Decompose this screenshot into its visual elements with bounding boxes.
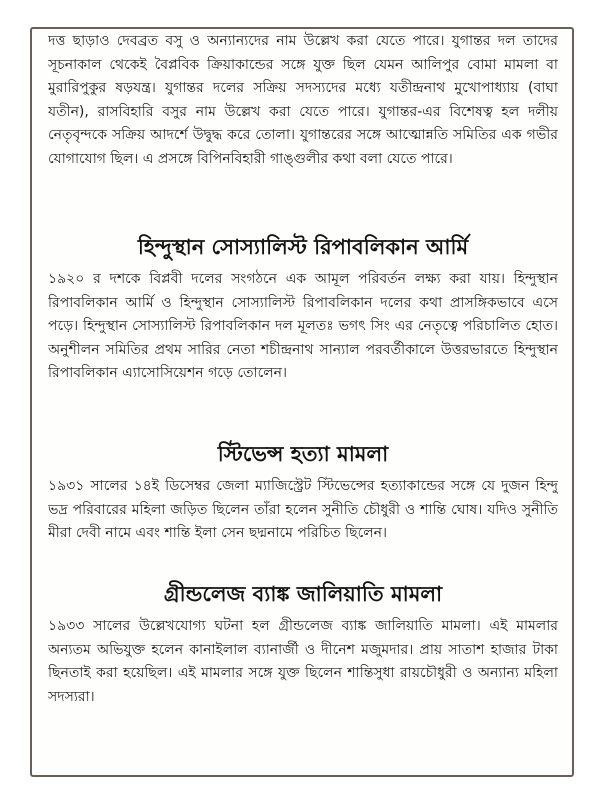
- paragraph-hsra: ১৯২০ র দশকে বিপ্লবী দলের সংগঠনে এক আমূল পরিবর্তন লক্ষ্য করা যায়। হিন্দুস্থান রিপাবলিকান আর্মি ও হিন্দুস্থান সোস্যালিস্ট রিপাবলিকান দলের কথা প্রাসঙ্গিকভাবে এসে পড়ে। হিন্দুস্থান সোস্যালিস্ট রিপাবলিকান দল মূলতঃ ভগৎ সিং এর নেতৃত্বে পরিচালিত হোত। অনুশীলন সমিতির প্রথম সারির নেতা শচীন্দ্রনাথ সান্যাল পরবর্তীকালে উত্তরভারতে হিন্দুস্থান রিপাবলিকান এ্যাসোসিয়েশন গড়ে তোলেন।: [48, 271, 558, 381]
- paragraph-jugantar: দত্ত ছাড়াও দেবব্রত বসু ও অন্যান্যদের নাম উল্লেখ করা যেতে পারে। যুগান্তর দল তাদের সূচনাকাল থেকেই বৈপ্লবিক ক্রিয়াকান্ডের সঙ্গে যুক্ত ছিল যেমন আলিপুর বোমা মামলা বা মুরারিপুকুর ষড়যন্ত্র। যুগান্তর দলের সক্রিয় সদস্যদের মধ্যে যতীন্দ্রনাথ মুখোপাধ্যায় (বাঘা যতীন), রাসবিহারি বসুর নাম উল্লেখ করা যেতে পারে। যুগান্তর-এর বিশেষত্ব হল দলীয় নেতৃবৃন্দকে সক্রিয় আদর্শে উদ্বুদ্ধ করে তোলা। যুগান্তরের সঙ্গে আত্মোন্নতি সমিতির এক গভীর যোগাযোগ ছিল। এ প্রসঙ্গে বিপিনবিহারী গাঙ্গুলীর কথা বলা যেতে পারে।: [48, 33, 558, 167]
- heading-hsra: হিন্দুস্থান সোস্যালিস্ট রিপাবলিকান আর্মি: [137, 235, 469, 259]
- paragraph-stevens-case: ১৯৩১ সালের ১৪ই ডিসেম্বর জেলা ম্যাজিস্ট্রেট স্টিভেন্সের হত্যাকান্ডের সঙ্গে যে দুজন হিন্দু ভদ্র পরিবারের মহিলা জড়িত ছিলেন তাঁরা হলেন সুনীতি চৌধুরী ও শান্তি ঘোষ। যদিও সুনীতি মীরা দেবী নামে এবং শান্তি ইলা সেন ছদ্মনামে পরিচিত ছিলেন।: [48, 478, 558, 541]
- heading-stevens-case: স্টিভেন্স হত্যা মামলা: [217, 442, 389, 466]
- paragraph-grindlays-case: ১৯৩৩ সালের উল্লেখযোগ্য ঘটনা হল গ্রীন্ডলেজ ব্যাঙ্ক জালিয়াতি মামলা। এই মামলার অন্যতম অভিযুক্ত হলেন কানাইলাল ব্যানার্জী ও দীনেশ মজুমদার। প্রায় সাতাশ হাজার টাকা ছিনতাই করা হয়েছিল। এই মামলার সঙ্গে যুক্ত ছিলেন শান্তিসুধা রায়চৌধুরী ও অন্যান্য মহিলা সদস্যরা।: [48, 618, 558, 705]
- page-content: [48, 30, 558, 725]
- heading-grindlays-case: গ্রীন্ডলেজ ব্যাঙ্ক জালিয়াতি মামলা: [163, 582, 443, 606]
